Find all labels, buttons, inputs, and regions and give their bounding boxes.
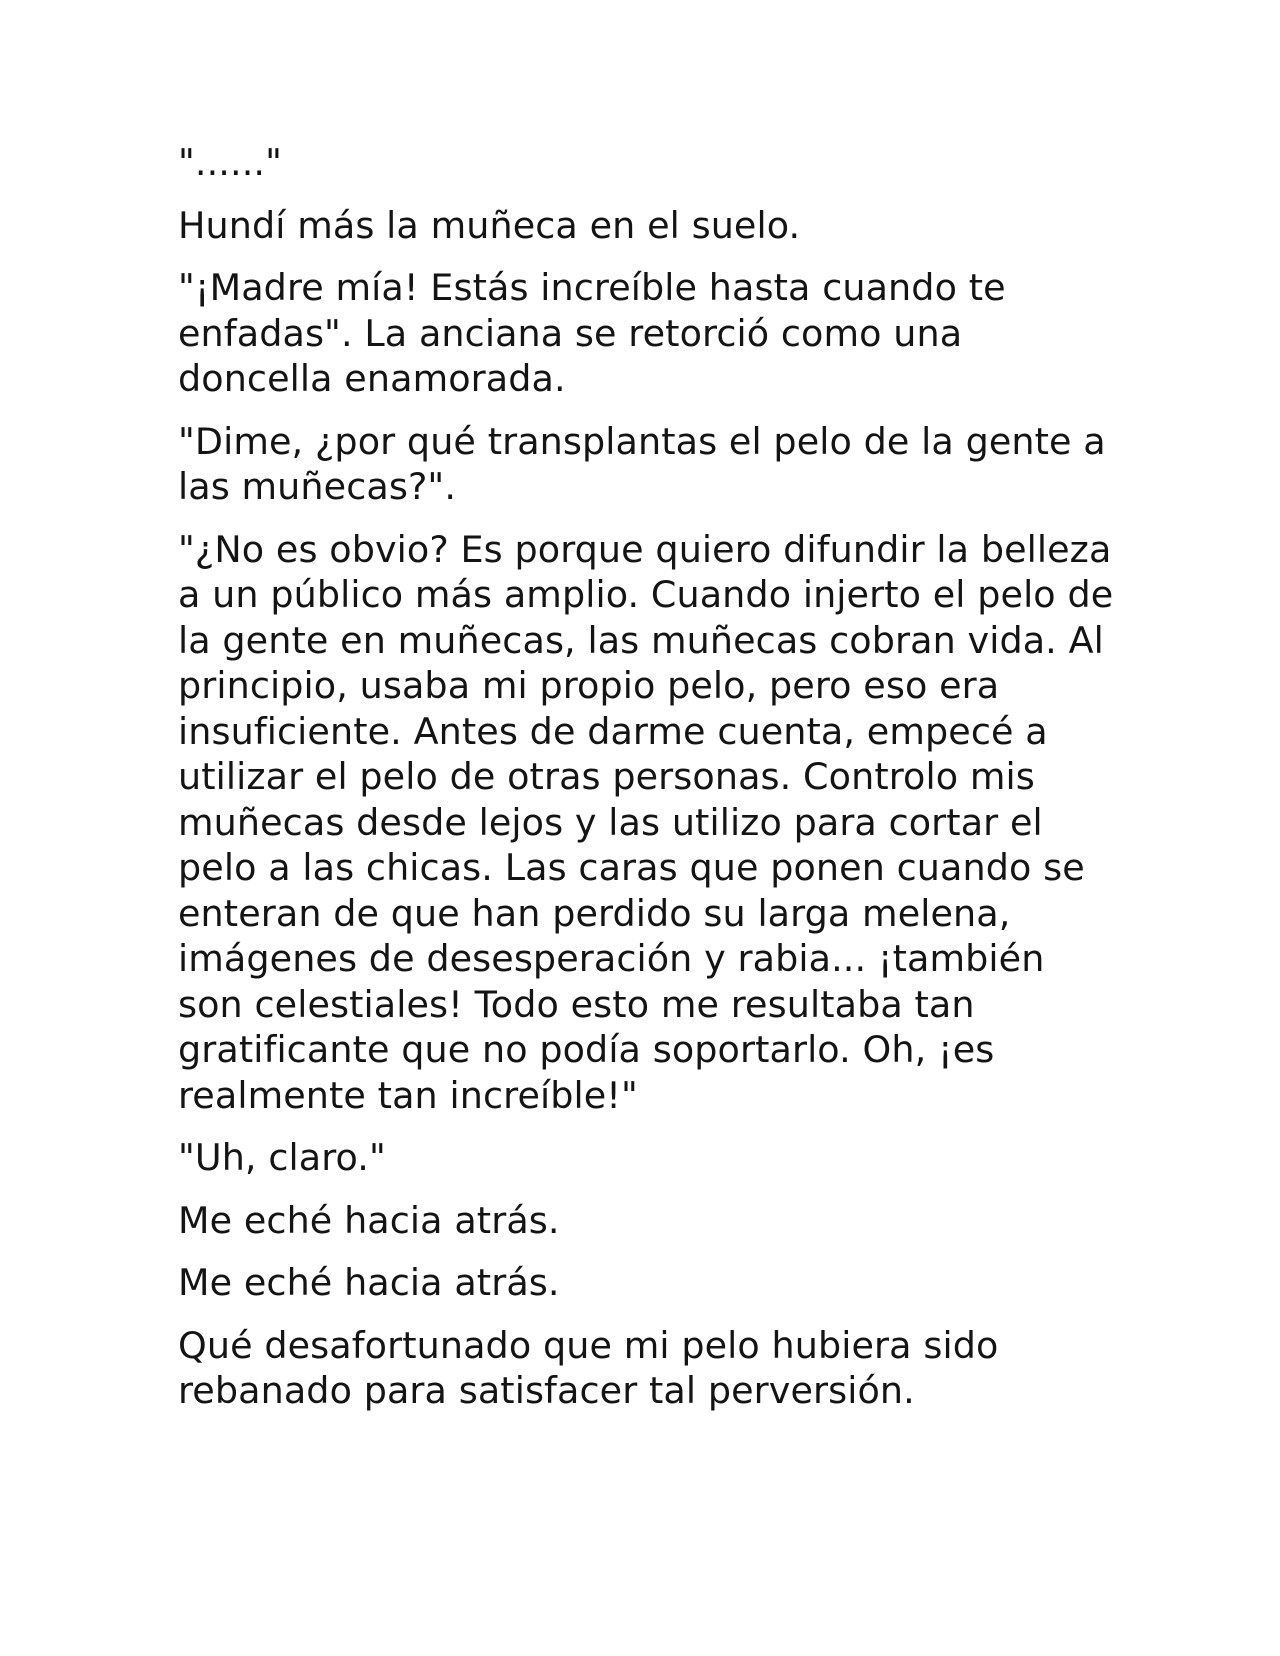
paragraph: "Uh, claro." — [178, 1136, 386, 1179]
paragraph: Hundí más la muñeca en el suelo. — [178, 203, 801, 247]
document-body — [178, 140, 1118, 1431]
paragraph: Me eché hacia atrás. — [178, 1261, 560, 1304]
paragraph: "¿No es obvio? Es porque quiero difundir la belleza a un público más amplio. Cuando injerto el pelo de la gente en muñecas, las muñecas cobran vida. Al principio, usaba mi propio pelo, pero eso era insuficiente. Antes de darme cuenta, empecé a utilizar el pelo de otras personas. Controlo mis muñecas desde lejos y las utilizo para cortar el pelo a las chicas. Las caras que ponen cuando se enteran de que han perdido su larga melena, imágenes de desesperación y rabia... ¡también son celestiales! Todo esto me resultaba tan gratificante que no podía soportarlo. Oh, ¡es realmente tan increíble!" — [178, 527, 1114, 1117]
paragraph: "Dime, ¿por qué transplantas el pelo de la gente a las muñecas?". — [178, 419, 1106, 508]
paragraph: Me eché hacia atrás. — [178, 1198, 560, 1242]
paragraph: Qué desafortunado que mi pelo hubiera sido rebanado para satisfacer tal perversión. — [178, 1323, 999, 1412]
paragraph-ellipsis: "......" — [178, 141, 282, 184]
paragraph: "¡Madre mía! Estás increíble hasta cuando te enfadas". La anciana se retorció como una doncella enamorada. — [178, 266, 1006, 400]
